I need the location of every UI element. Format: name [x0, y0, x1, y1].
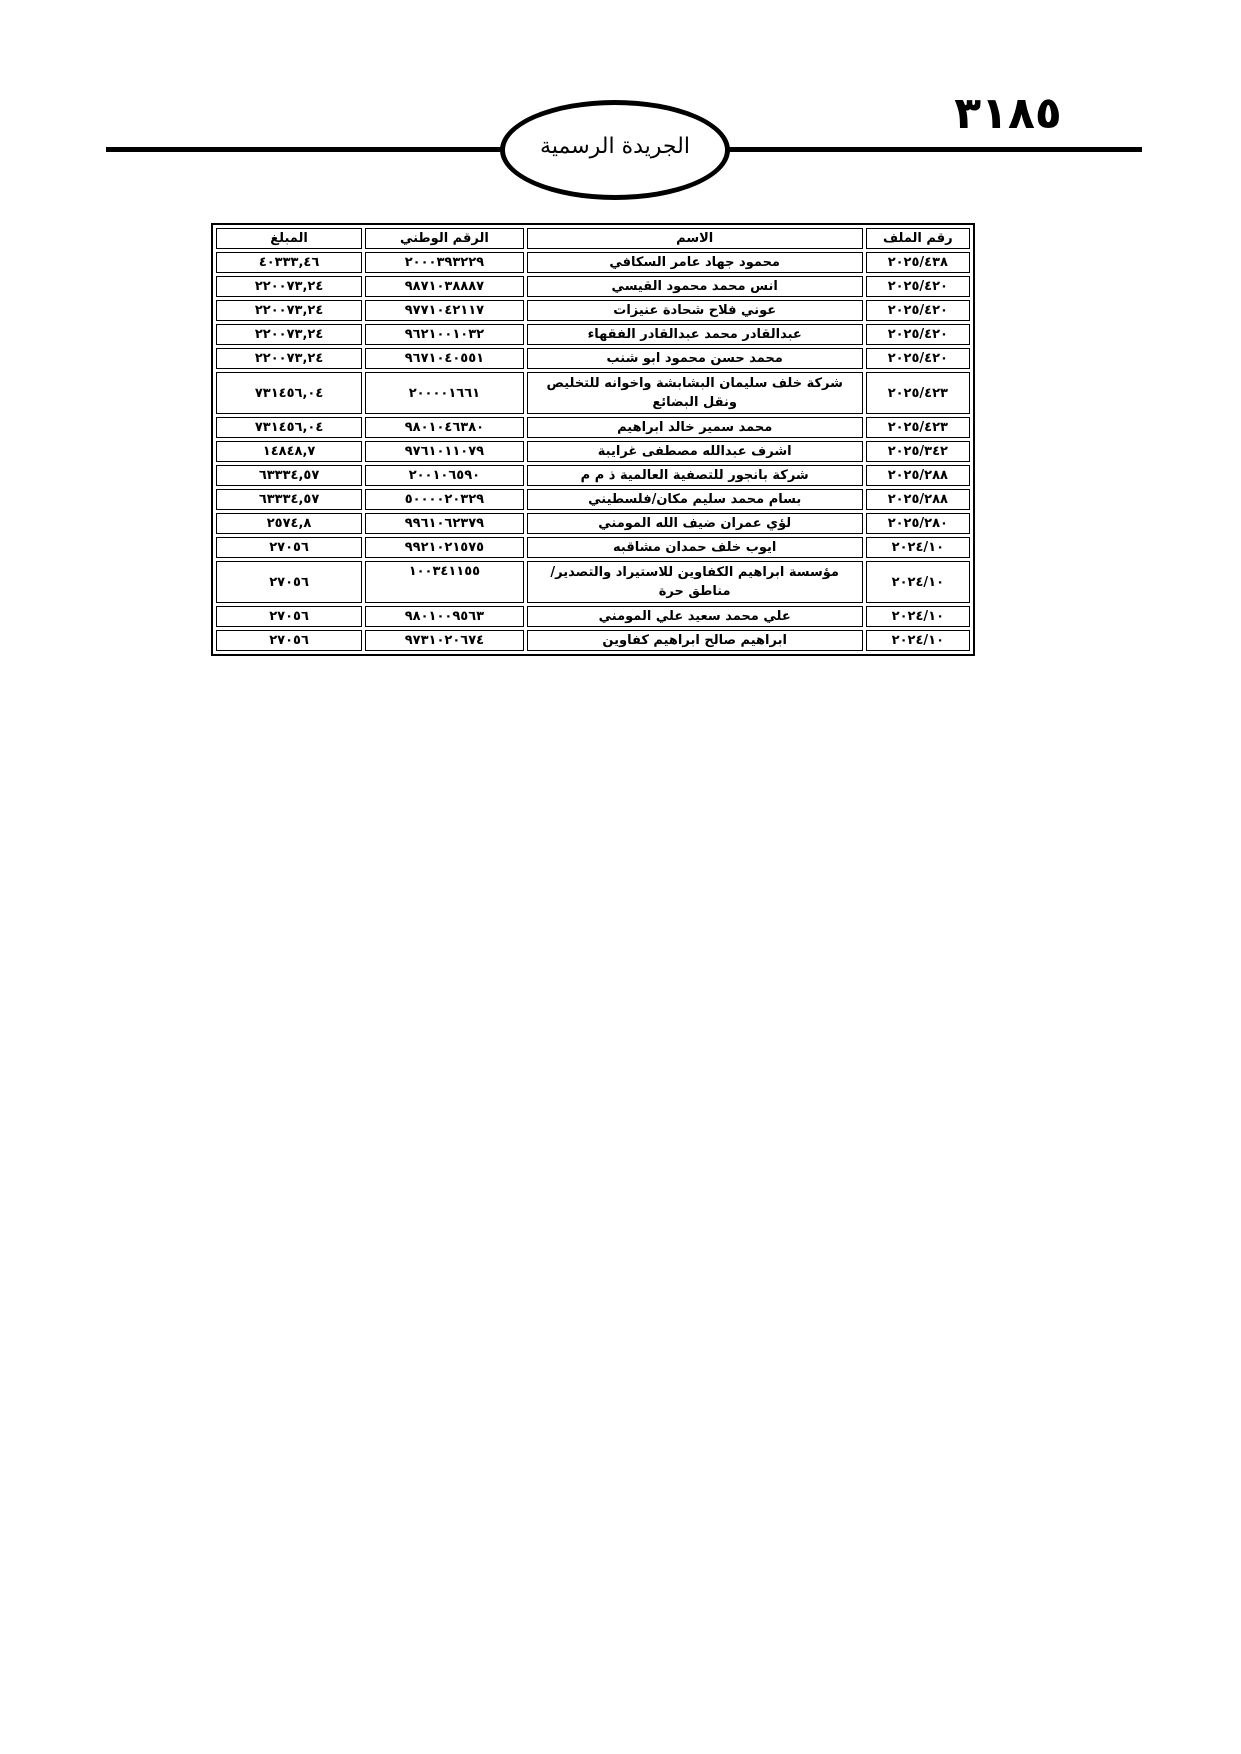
name-cell: اشرف عبدالله مصطفى غرايبة	[527, 441, 863, 462]
table-row	[216, 441, 970, 462]
file-number-cell: ٢٠٢٤/١٠	[866, 537, 970, 558]
table-row	[216, 252, 970, 273]
national-id-cell: ٢٠٠١٠٦٥٩٠	[365, 465, 524, 486]
name-cell: محمد سمير خالد ابراهيم	[527, 417, 863, 438]
column-header-file-no: رقم الملف	[866, 228, 970, 249]
page-number: ٣١٨٥	[954, 88, 1062, 139]
file-number-cell: ٢٠٢٤/١٠	[866, 606, 970, 627]
name-cell: مؤسسة ابراهيم الكفاوين للاستيراد والتصدير/مناطق حرة	[527, 561, 863, 603]
table-row	[216, 276, 970, 297]
amount-cell: ٢٢٠٠٧٣,٢٤	[216, 300, 362, 321]
file-number-cell: ٢٠٢٥/٤٢٣	[866, 417, 970, 438]
amount-cell: ٢٧٠٥٦	[216, 561, 362, 603]
national-id-cell: ٩٩٢١٠٢١٥٧٥	[365, 537, 524, 558]
amount-cell: ٢٧٠٥٦	[216, 606, 362, 627]
amount-cell: ٦٣٣٣٤,٥٧	[216, 465, 362, 486]
amount-cell: ٢٢٠٠٧٣,٢٤	[216, 348, 362, 369]
national-id-cell: ١٠٠٣٤١١٥٥	[365, 561, 524, 603]
column-header-amount: المبلغ	[216, 228, 362, 249]
amount-cell: ٤٠٣٣٣,٤٦	[216, 252, 362, 273]
amount-cell: ٢٧٠٥٦	[216, 537, 362, 558]
file-number-cell: ٢٠٢٥/٤٢٣	[866, 372, 970, 414]
amount-cell: ٢٧٠٥٦	[216, 630, 362, 651]
name-cell: محمود جهاد عامر السكافي	[527, 252, 863, 273]
file-number-cell: ٢٠٢٥/٢٨٨	[866, 465, 970, 486]
name-cell: ايوب خلف حمدان مشاقبه	[527, 537, 863, 558]
amount-cell: ٧٣١٤٥٦,٠٤	[216, 372, 362, 414]
table-row	[216, 348, 970, 369]
table-row	[216, 324, 970, 345]
table-row	[216, 630, 970, 651]
column-header-national-id: الرقم الوطني	[365, 228, 524, 249]
name-cell: ابراهيم صالح ابراهيم كفاوين	[527, 630, 863, 651]
table-header-row	[216, 228, 970, 249]
national-id-cell: ٩٦٢١٠٠١٠٣٢	[365, 324, 524, 345]
file-number-cell: ٢٠٢٥/٤٢٠	[866, 300, 970, 321]
amount-cell: ٧٣١٤٥٦,٠٤	[216, 417, 362, 438]
table-row	[216, 606, 970, 627]
national-id-cell: ٩٦٧١٠٤٠٥٥١	[365, 348, 524, 369]
national-id-cell: ٩٧٧١٠٤٢١١٧	[365, 300, 524, 321]
file-number-cell: ٢٠٢٤/١٠	[866, 561, 970, 603]
table-row	[216, 513, 970, 534]
national-id-cell: ٩٩٦١٠٦٢٣٧٩	[365, 513, 524, 534]
amount-cell: ٦٣٣٣٤,٥٧	[216, 489, 362, 510]
name-cell: لؤي عمران ضيف الله المومني	[527, 513, 863, 534]
file-number-cell: ٢٠٢٥/٤٢٠	[866, 276, 970, 297]
table-row	[216, 417, 970, 438]
national-id-cell: ٥٠٠٠٠٢٠٣٢٩	[365, 489, 524, 510]
name-cell: محمد حسن محمود ابو شنب	[527, 348, 863, 369]
amount-cell: ٢٢٠٠٧٣,٢٤	[216, 276, 362, 297]
table-row	[216, 489, 970, 510]
file-number-cell: ٢٠٢٥/٢٨٠	[866, 513, 970, 534]
national-id-cell: ٩٨٧١٠٣٨٨٨٧	[365, 276, 524, 297]
amount-cell: ٢٥٧٤,٨	[216, 513, 362, 534]
name-cell: علي محمد سعيد علي المومني	[527, 606, 863, 627]
name-cell: عبدالقادر محمد عبدالقادر الفقهاء	[527, 324, 863, 345]
file-number-cell: ٢٠٢٥/٤٢٠	[866, 348, 970, 369]
file-number-cell: ٢٠٢٥/٤٣٨	[866, 252, 970, 273]
name-cell: بسام محمد سليم مكان/فلسطيني	[527, 489, 863, 510]
amount-cell: ١٤٨٤٨,٧	[216, 441, 362, 462]
name-cell: شركة بانجور للتصفية العالمية ذ م م	[527, 465, 863, 486]
table-row	[216, 372, 970, 414]
records-table	[211, 223, 975, 656]
national-id-cell: ٩٧٣١٠٢٠٦٧٤	[365, 630, 524, 651]
name-cell: انس محمد محمود القيسي	[527, 276, 863, 297]
national-id-cell: ٢٠٠٠٣٩٣٢٢٩	[365, 252, 524, 273]
national-id-cell: ٢٠٠٠٠١٦٦١	[365, 372, 524, 414]
file-number-cell: ٢٠٢٥/٣٤٢	[866, 441, 970, 462]
table-row	[216, 561, 970, 603]
table-row	[216, 537, 970, 558]
name-cell: عوني فلاح شحادة عنيزات	[527, 300, 863, 321]
national-id-cell: ٩٨٠١٠٠٩٥٦٣	[365, 606, 524, 627]
table-row	[216, 300, 970, 321]
national-id-cell: ٩٨٠١٠٤٦٣٨٠	[365, 417, 524, 438]
file-number-cell: ٢٠٢٥/٤٢٠	[866, 324, 970, 345]
column-header-name: الاسم	[527, 228, 863, 249]
amount-cell: ٢٢٠٠٧٣,٢٤	[216, 324, 362, 345]
national-id-cell: ٩٧٦١٠١١٠٧٩	[365, 441, 524, 462]
file-number-cell: ٢٠٢٤/١٠	[866, 630, 970, 651]
table-row	[216, 465, 970, 486]
name-cell: شركة خلف سليمان البشابشة واخوانه للتخليص ونقل البضائع	[527, 372, 863, 414]
file-number-cell: ٢٠٢٥/٢٨٨	[866, 489, 970, 510]
records-body	[216, 252, 970, 651]
journal-title: الجريدة الرسمية	[540, 134, 690, 159]
